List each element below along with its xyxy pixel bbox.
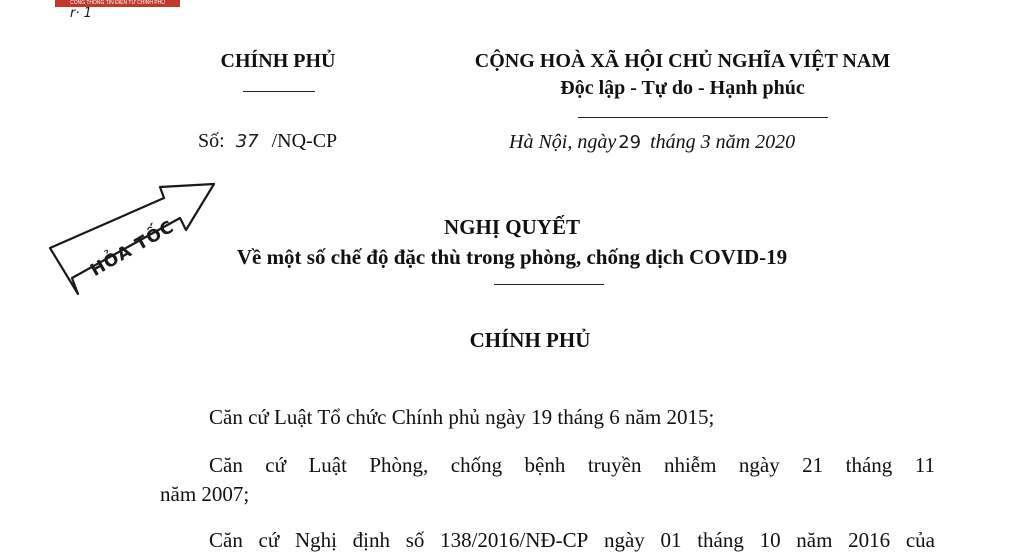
- word: 21: [802, 453, 824, 477]
- word: năm: [796, 528, 833, 552]
- number-prefix: Số:: [198, 130, 225, 152]
- agency-underline: [243, 91, 315, 92]
- word: tháng: [845, 453, 893, 477]
- date-suffix: tháng 3 năm 2020: [650, 131, 796, 153]
- urgent-stamp-text: HỎA TỐC: [87, 216, 178, 281]
- word: định: [352, 528, 390, 552]
- date-day-handwritten: 29: [618, 132, 642, 153]
- agency-name: CHÍNH PHỦ: [220, 50, 336, 72]
- word: Căn: [209, 453, 243, 477]
- word: chống: [450, 453, 503, 477]
- number-suffix: /NQ-CP: [271, 130, 338, 152]
- word: ngày: [603, 528, 645, 552]
- word: số: [405, 528, 425, 552]
- portal-stamp: CỔNG THÔNG TIN ĐIỆN TỬ CHÍNH PHỦ: [55, 0, 180, 7]
- word: 2016: [848, 528, 891, 552]
- word: Phòng,: [369, 453, 429, 477]
- paragraph-1: Căn cứ Luật Tổ chức Chính phủ ngày 19 tháng 6 năm 2015;: [209, 405, 715, 429]
- paragraph-3-line-1: [209, 528, 935, 553]
- paragraph-2-line-2: năm 2007;: [160, 482, 250, 506]
- word: Căn: [209, 528, 243, 552]
- handwritten-mark: r· 1: [70, 6, 92, 21]
- subtitle-underline: [494, 284, 604, 285]
- number-handwritten: 37: [235, 131, 259, 152]
- word: 11: [914, 453, 935, 477]
- word: tháng: [697, 528, 744, 552]
- word: 138/2016/NĐ-CP: [440, 528, 589, 552]
- date-prefix: Hà Nội, ngày: [509, 131, 617, 153]
- country-name: CỘNG HOÀ XÃ HỘI CHỦ NGHĨA VIỆT NAM: [474, 50, 891, 72]
- word: Luật: [308, 453, 347, 477]
- document-number: [198, 130, 337, 153]
- document-title: NGHỊ QUYẾT: [444, 215, 580, 239]
- word: của: [905, 528, 935, 552]
- motto-underline: [578, 117, 828, 118]
- national-motto: Độc lập - Tự do - Hạnh phúc: [560, 77, 805, 99]
- word: ngày: [738, 453, 780, 477]
- issue-date: [509, 131, 795, 154]
- document-subtitle: Về một số chế độ đặc thù trong phòng, chống dịch COVID-19: [236, 245, 788, 269]
- word: truyền: [587, 453, 642, 477]
- word: 10: [759, 528, 781, 552]
- word: bệnh: [524, 453, 566, 477]
- word: cứ: [265, 453, 286, 477]
- word: 01: [660, 528, 682, 552]
- word: nhiễm: [663, 453, 717, 477]
- urgent-arrow-stamp: [44, 178, 224, 303]
- word: Nghị: [294, 528, 337, 552]
- word: cứ: [258, 528, 280, 552]
- issuer-heading: CHÍNH PHỦ: [469, 328, 591, 352]
- paragraph-2-line-1: [209, 453, 935, 478]
